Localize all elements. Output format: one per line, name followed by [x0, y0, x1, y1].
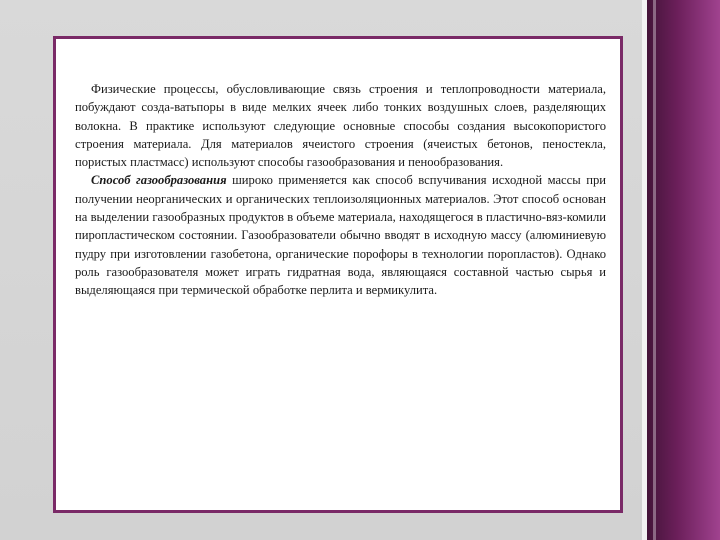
paragraph-2-lead: Способ газообразования [91, 173, 227, 188]
content-frame [53, 36, 623, 513]
paragraph-2 [75, 171, 606, 299]
text-block [75, 80, 606, 300]
paragraph-1: Физические процессы, обусловливающие связь строения и теплопроводности материала, побуждают созда-ватьпоры в виде мелких ячеек либо тонких воздушных слоев, разделяющих волокна. В практике используют следующие основные способы создания высокопористого строения материала. Для материалов ячеистого строения (ячеистых бетонов, пеностекла, пористых пластмасс) используют способы газообразования и пенообразования. [75, 82, 606, 170]
decorative-side-band [642, 0, 720, 540]
paragraph-2-body: широко применяется как способ вспучивания исходной массы при получении неорганических и органических теплоизоляционных материалов. Этот способ основан на выделении газообразных продуктов в объеме материала, находящегося в пластично-вяз-комили пиропластическом состоянии. Газообразователи обычно вводят в исходную массу (алюминиевую пудру при изготовлении газобетона, органические порофоры в технологии поропластов). Однако роль газообразователя может играть гидратная вода, являющаяся составной частью сырья и выделяющаяся при термической обработке перлита и вермикулита. [75, 173, 606, 298]
